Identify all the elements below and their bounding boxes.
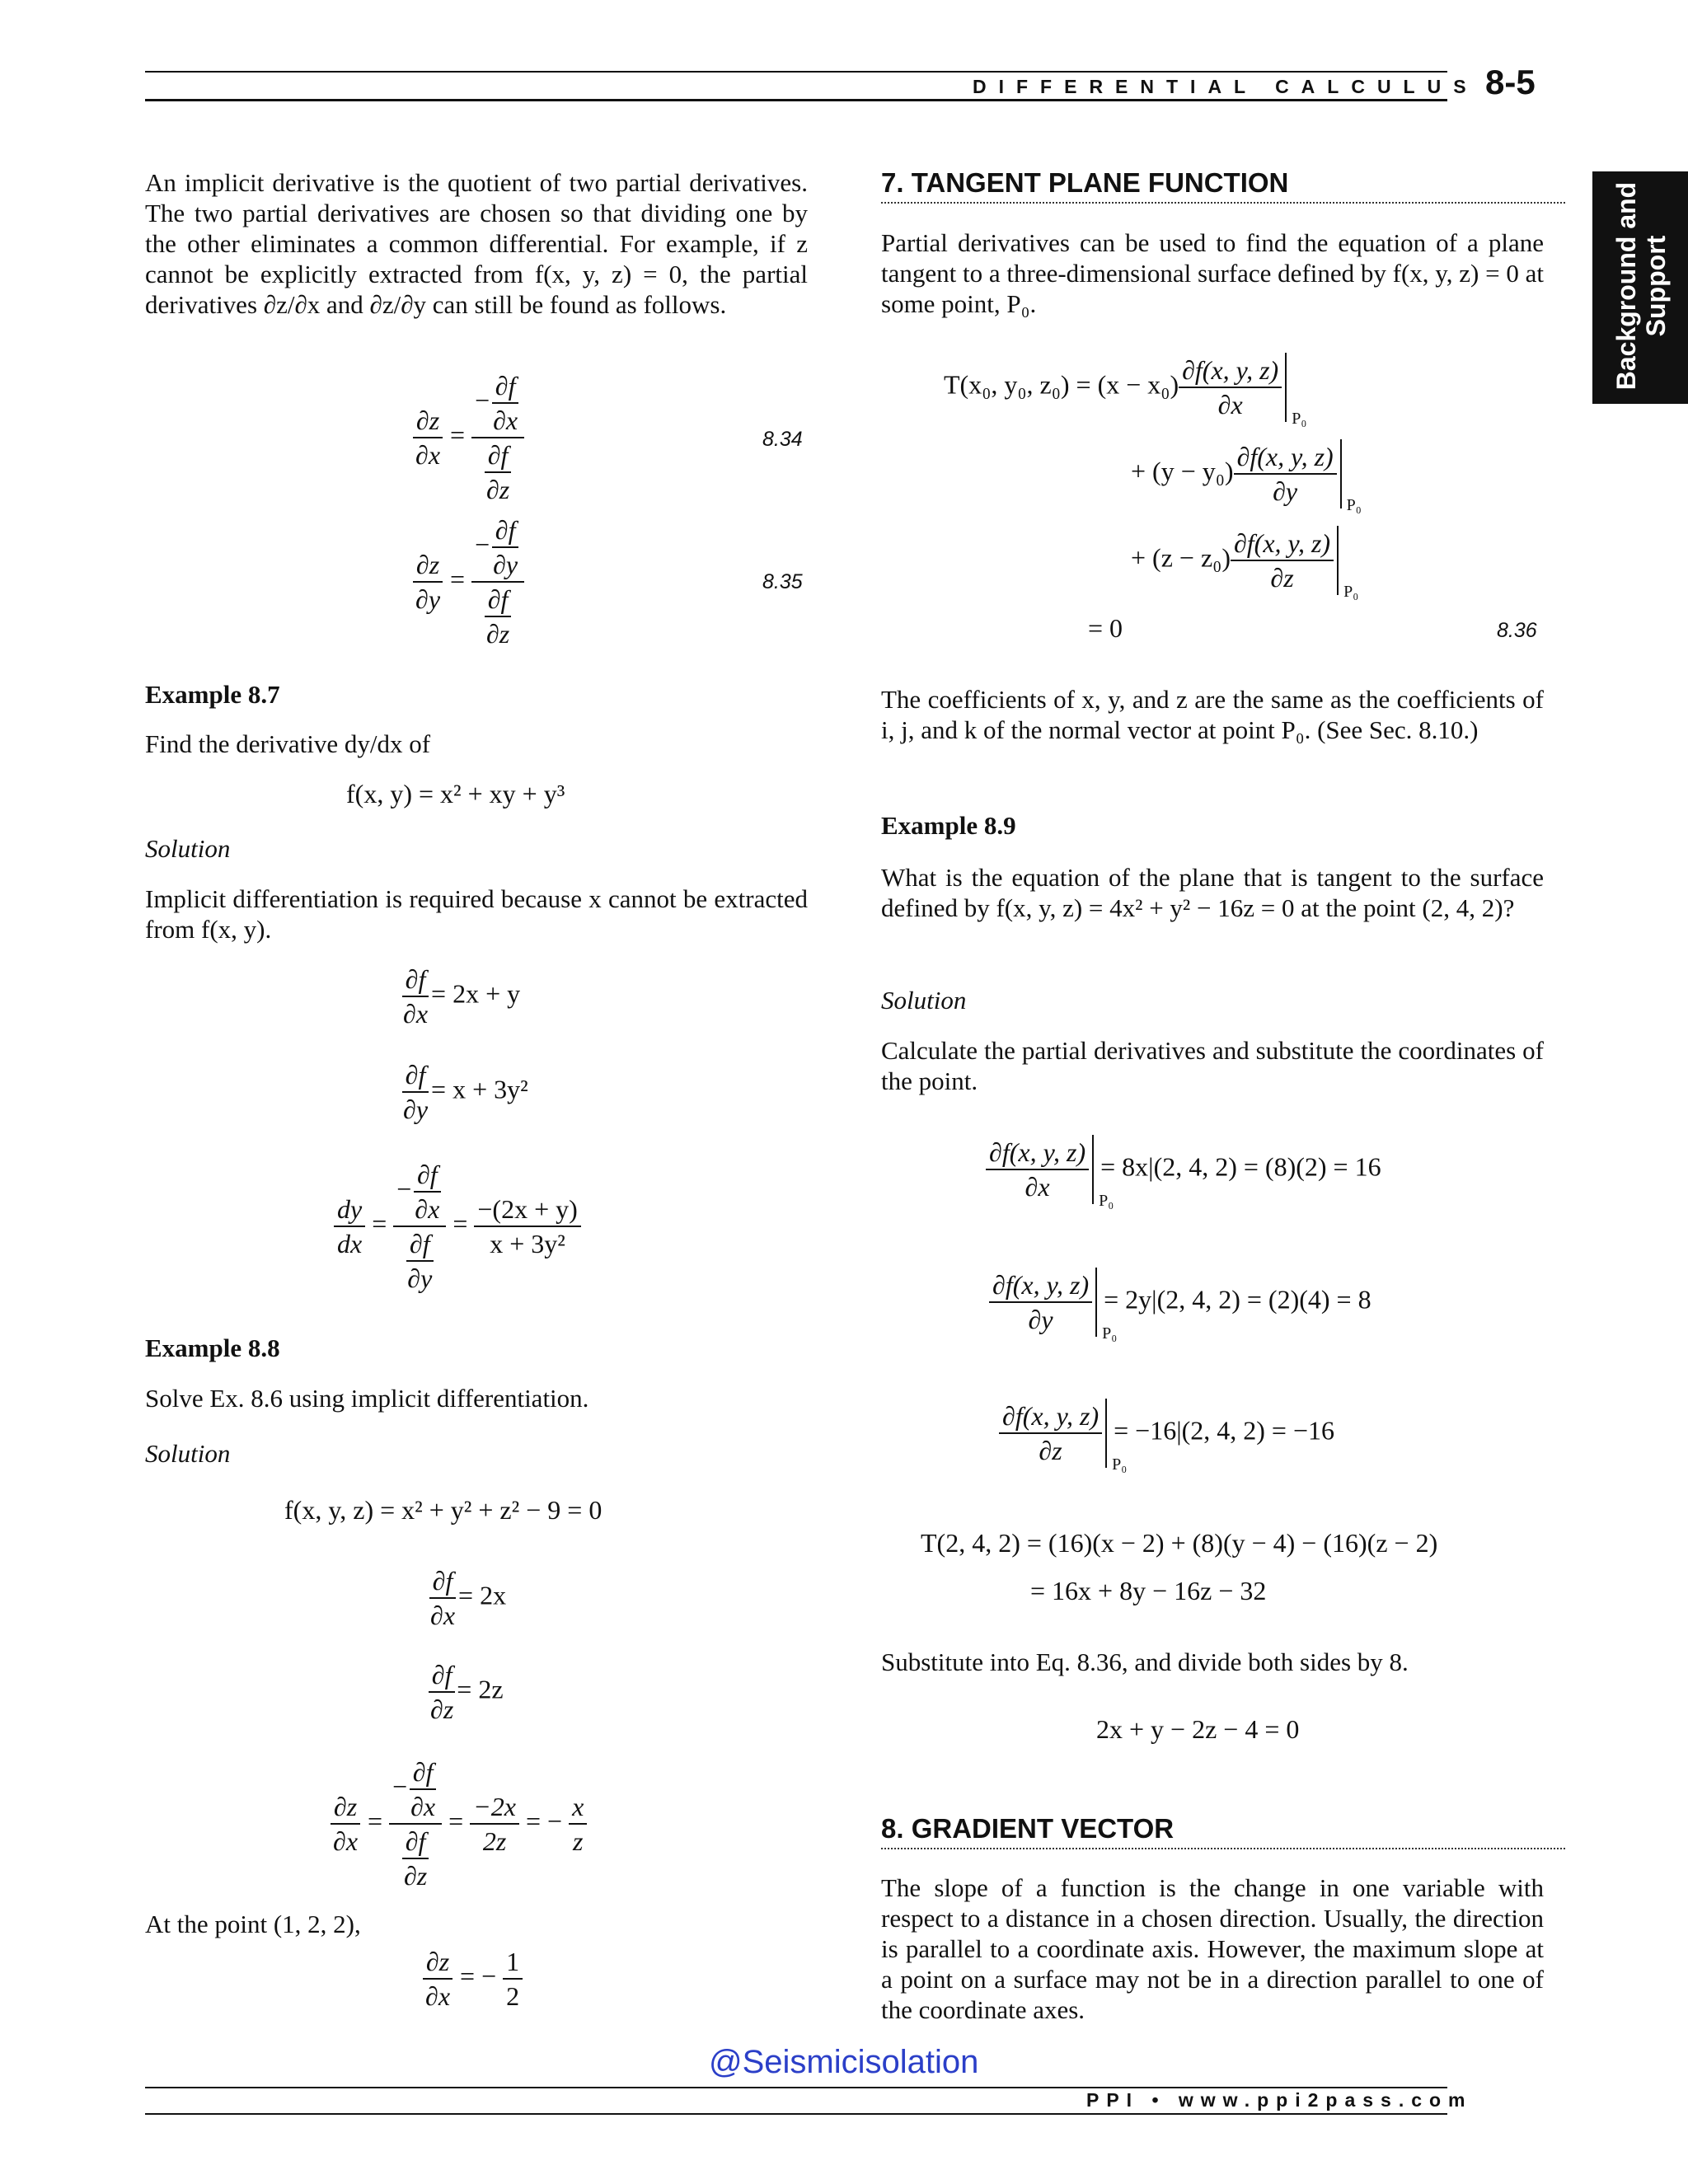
header-rule-top xyxy=(145,71,1447,73)
equation-number-8-34: 8.34 xyxy=(762,428,803,451)
equation-8-35: $\frac{\partial z}{\partial y}$ = − $\frac{\partial f}{\partial y}$ $\frac{\partial f}{\partial z}$ xyxy=(412,513,524,650)
example-8-8-partial-z: $\frac{\partial f}{\partial z}$ = 2z xyxy=(427,1658,504,1726)
running-title: DIFFERENTIAL CALCULUS xyxy=(973,76,1479,97)
section-7-intro: Partial derivatives can be used to find the equation of a plane tangent to a three-dimensional surface defined by f(x, y, z) = 0 at some point, P₀. xyxy=(881,228,1544,318)
example-8-7-partial-x: $\frac{\partial f}{\partial x}$ = 2x + y xyxy=(403,964,521,1029)
example-8-8-solution-label: Solution xyxy=(145,1439,231,1468)
side-tab-label: Background and Support xyxy=(1611,181,1671,391)
example-8-9-title: Example 8.9 xyxy=(881,811,1016,840)
example-8-8-title: Example 8.8 xyxy=(145,1333,280,1362)
example-8-9-question: What is the equation of the plane that is tangent to the surface defined by f(x, y, z) = 4x² + y² − 16z = 0 at the point (2, 4, 2)? xyxy=(881,863,1544,922)
example-8-9-solution-label: Solution xyxy=(881,986,967,1015)
footer-text: PPI • www.ppi2pass.com xyxy=(1086,2089,1473,2111)
equation-8-36-line1: T(x₀, y₀, z₀) = (x − x₀) $\frac{\partial f(x, y, z)}{\partial x}$ P₀ xyxy=(944,353,1287,422)
example-8-9-partial-y: $\frac{\partial f(x, y, z)}{\partial y}$ P₀ = 2y|(2, 4, 2) = (2)(4) = 8 xyxy=(989,1268,1372,1337)
example-8-7-partial-y: $\frac{\partial f}{\partial y}$ = x + 3y² xyxy=(403,1060,528,1124)
section-8-paragraph: The slope of a function is the change in one variable with respect to a distance in a chosen direction. Usually, the direction is parallel to a coordinate axis. However, the maximum slope at a point on a surface may not be in a direction parallel to one of the coordinate axes. xyxy=(881,1873,1544,2024)
example-8-9-final: 2x + y − 2z − 4 = 0 xyxy=(1096,1714,1300,1744)
example-8-9-tangent-line1: T(2, 4, 2) = (16)(x − 2) + (8)(y − 4) − (16)(z − 2) xyxy=(921,1528,1438,1558)
page-number: 8-5 xyxy=(1485,63,1536,101)
example-8-9-substitute-text: Substitute into Eq. 8.36, and divide both sides by 8. xyxy=(881,1647,1409,1676)
example-8-9-partial-x: $\frac{\partial f(x, y, z)}{\partial x}$ P₀ = 8x|(2, 4, 2) = (8)(2) = 16 xyxy=(986,1135,1381,1204)
footer-rule-bottom xyxy=(145,2113,1447,2115)
example-8-7-title: Example 8.7 xyxy=(145,680,280,709)
example-8-8-point-text: At the point (1, 2, 2), xyxy=(145,1910,361,1938)
section-7-heading: 7. TANGENT PLANE FUNCTION xyxy=(881,167,1565,204)
equation-number-8-35: 8.35 xyxy=(762,570,803,593)
example-8-9-text: Calculate the partial derivatives and substitute the coordinates of the point. xyxy=(881,1036,1544,1095)
example-8-8-point-result: $\frac{\partial z}{\partial x}$ = − $\frac{1}{2}$ xyxy=(422,1945,523,2013)
equation-number-8-36: 8.36 xyxy=(1497,619,1537,642)
equation-8-36-line3: + (z − z₀) $\frac{\partial f(x, y, z)}{\partial z}$ P₀ xyxy=(1131,526,1339,595)
example-8-7-text: Implicit differentiation is required because x cannot be extracted from f(x, y). xyxy=(145,884,808,944)
equation-8-36-line2: + (y − y₀) $\frac{\partial f(x, y, z)}{\partial y}$ P₀ xyxy=(1131,439,1342,509)
equation-8-34: $\frac{\partial z}{\partial x}$ = − $\frac{\partial f}{\partial x}$ $\frac{\partial f}{\partial z}$ xyxy=(412,369,524,506)
example-8-8-partial-x: $\frac{\partial f}{\partial x}$ = 2x xyxy=(430,1566,507,1630)
intro-paragraph: An implicit derivative is the quotient of two partial derivatives. The two partial derivatives are chosen so that dividing one by the other eliminates a common differential. For example, if z cannot be explicitly extracted from f(x, y, z) = 0, the partial derivatives ∂z/∂x and ∂z/∂y can still be found as follows. xyxy=(145,168,808,319)
example-8-9-tangent-line2: = 16x + 8y − 16z − 32 xyxy=(1030,1576,1267,1605)
section-8-heading: 8. GRADIENT VECTOR xyxy=(881,1813,1565,1849)
equation-8-36-line4: = 0 xyxy=(1088,613,1123,643)
coefficients-paragraph: The coefficients of x, y, and z are the same as the coefficients of i, j, and k of the normal vector at point P₀. (See Sec. 8.10.) xyxy=(881,685,1544,744)
example-8-8-result: $\frac{\partial z}{\partial x}$ = − $\frac{\partial f}{\partial x}$ $\frac{\partial f}{\partial z}$ = $\frac{-2x}{2z}$ = − $\frac{x}{z}$ xyxy=(330,1755,587,1892)
example-8-8-given: f(x, y, z) = x² + y² + z² − 9 = 0 xyxy=(284,1495,603,1525)
watermark: @Seismicisolation xyxy=(709,2044,979,2080)
example-8-7-result: $\frac{dy}{dx}$ = − $\frac{\partial f}{\partial x}$ $\frac{\partial f}{\partial y}$ = $\frac{-(2x + y)}{\text{x + 3y²}}$ xyxy=(334,1158,581,1295)
example-8-7-solution-label: Solution xyxy=(145,834,231,863)
footer-rule-top xyxy=(145,2087,1447,2088)
example-8-7-question: Find the derivative dy/dx of xyxy=(145,729,431,758)
header-rule-bottom xyxy=(145,99,1447,101)
example-8-7-given: f(x, y) = x² + xy + y³ xyxy=(346,779,565,808)
example-8-9-partial-z: $\frac{\partial f(x, y, z)}{\partial z}$ P₀ = −16|(2, 4, 2) = −16 xyxy=(999,1399,1334,1468)
example-8-8-question: Solve Ex. 8.6 using implicit differentiation. xyxy=(145,1384,589,1413)
